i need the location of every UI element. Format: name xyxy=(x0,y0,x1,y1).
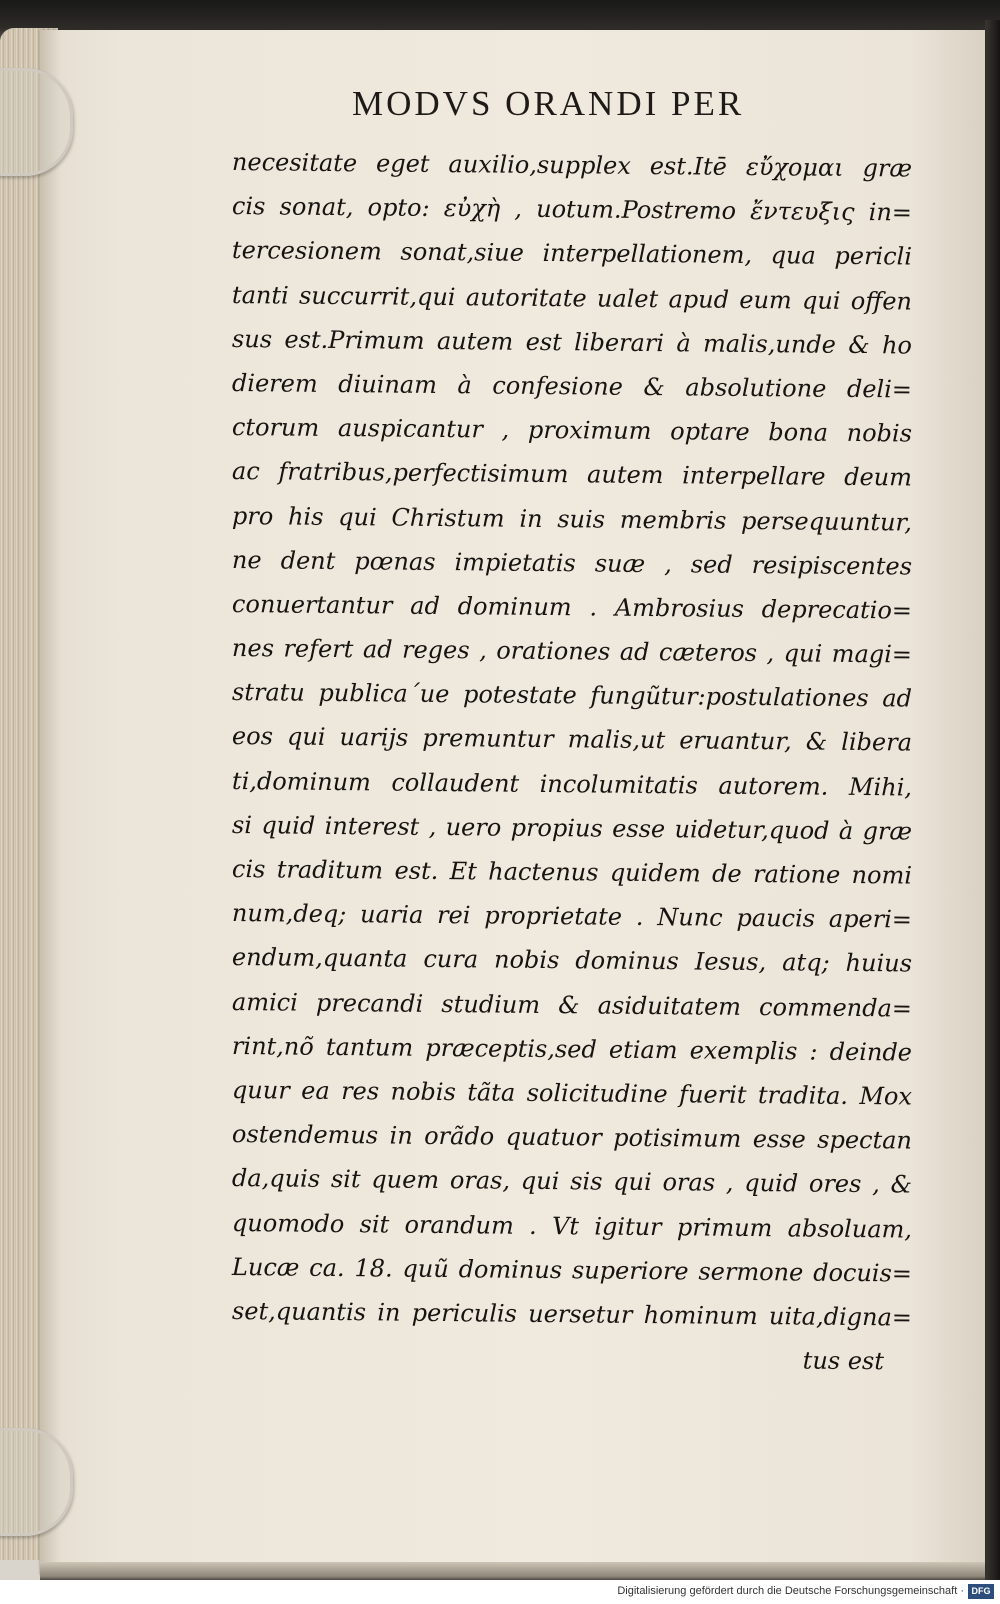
text-line: ti,dominum collaudent incolumitatis autorem. Mihi, xyxy=(231,766,913,802)
text-line: sus est.Primum autem est liberari à malis,unde & ho xyxy=(231,324,913,360)
text-line: set,quantis in periculis uersetur hominum uita,digna= xyxy=(231,1296,913,1332)
text-line: pro his qui Christum in suis membris persequuntur, xyxy=(231,501,913,537)
body-text xyxy=(232,140,912,1377)
text-line: quur ea res nobis tãta solicitudine fuerit tradita. Mox xyxy=(231,1075,913,1111)
text-line: stratu publica´ue potestate fungũtur:postulationes ad xyxy=(231,678,913,713)
text-line: cis traditum est. Et hactenus quidem de ratione nomi xyxy=(231,855,913,890)
text-line: conuertantur ad dominum . Ambrosius deprecatio= xyxy=(231,589,913,625)
text-line: tercesionem sonat,siue interpellationem, qua pericli xyxy=(231,236,913,271)
text-line: dierem diuinam à confesione & absolutione deli= xyxy=(231,368,913,404)
text-line: num,deq; uaria rei proprietate . Nunc paucis aperi= xyxy=(231,899,913,934)
page-bottom-edge xyxy=(40,1562,985,1580)
text-line: si quid interest , uero propius esse uidetur,quod à græ xyxy=(231,810,913,846)
catchword: tus est xyxy=(802,1346,885,1376)
text-line: da,quis sit quem oras, qui sis qui oras , quid ores , & xyxy=(231,1164,913,1199)
text-line: rint,nõ tantum præceptis,sed etiam exemplis : deinde xyxy=(231,1031,913,1067)
text-line: ctorum auspicantur , proximum optare bona nobis xyxy=(231,413,913,448)
running-head: MODVS ORANDI PER xyxy=(352,84,745,123)
text-line: amici precandi studium & asiduitatem commenda= xyxy=(231,987,913,1023)
text-line: eos qui uarijs premuntur malis,ut eruantur, & libera xyxy=(231,722,913,757)
scan-background-right xyxy=(985,20,1000,1580)
text-line: ne dent pœnas impietatis suæ , sed resipiscentes xyxy=(231,545,913,581)
footer-bar xyxy=(0,1580,1000,1604)
text-line: endum,quanta cura nobis dominus Iesus, atq; huius xyxy=(231,943,913,978)
text-line: nes refert ad reges , orationes ad cæteros , qui magi= xyxy=(231,634,913,669)
text-line: Lucæ ca. 18. quũ dominus superiore sermone docuis= xyxy=(231,1252,913,1288)
text-line: ostendemus in orãdo quatuor potisimum esse spectan xyxy=(231,1120,913,1155)
text-line: tanti succurrit,qui autoritate ualet apud eum qui offen xyxy=(231,280,913,316)
footer-credit: Digitalisierung gefördert durch die Deutsche Forschungsgemeinschaft · xyxy=(617,1585,964,1597)
dfg-logo: DFG xyxy=(968,1584,994,1599)
text-line: quomodo sit orandum . Vt igitur primum absoluam, xyxy=(231,1208,913,1244)
text-line: cis sonat, opto: εὐχὴ , uotum.Postremo ἔντευξις in= xyxy=(231,192,913,227)
text-line: ac fratribus,perfectisimum autem interpellare deum xyxy=(231,457,913,492)
text-line: necesitate eget auxilio,supplex est.Itē εὔχομαι græ xyxy=(231,148,913,183)
